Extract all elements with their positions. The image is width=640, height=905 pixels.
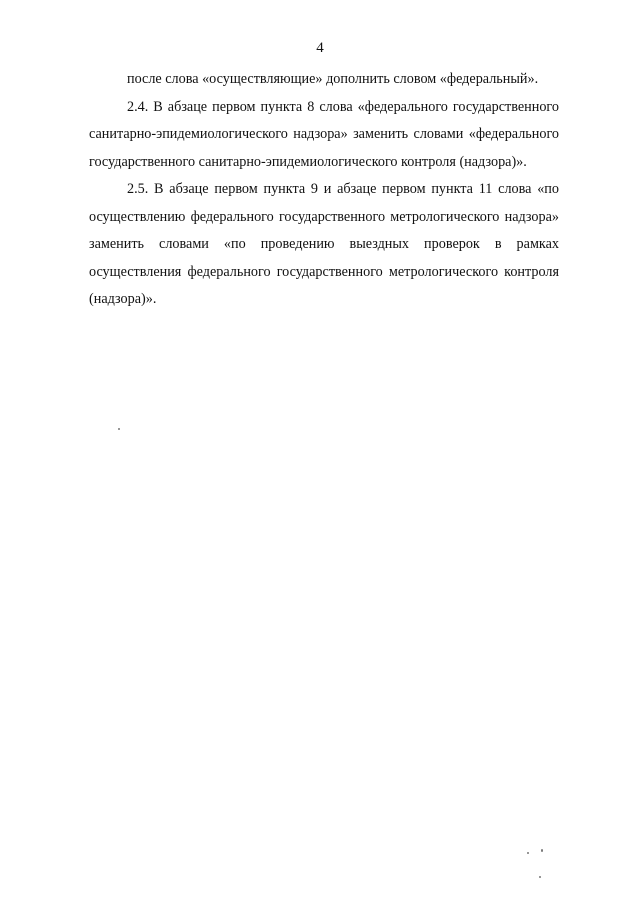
document-body — [89, 66, 559, 314]
page-number: 4 — [316, 40, 324, 56]
scan-speck — [539, 876, 541, 878]
paragraph-continuation: после слова «осуществляющие» дополнить словом «федеральный». — [127, 71, 539, 87]
scan-speck — [527, 852, 529, 854]
paragraph-2-5: 2.5. В абзаце первом пункта 9 и абзаце первом пункта 11 слова «по осуществлению федерального государственного метрологического надзора» заменить словами «по проведению выездных проверок в рамках осуществления федерального государственного метрологического контроля (надзора)». — [89, 181, 559, 307]
scan-speck — [118, 428, 120, 430]
scan-speck — [541, 849, 543, 852]
paragraph-2-4: 2.4. В абзаце первом пункта 8 слова «федерального государственного санитарно-эпидемиологического надзора» заменить словами «федерального государственного санитарно-эпидемиологического контроля (надзора)». — [89, 98, 559, 170]
